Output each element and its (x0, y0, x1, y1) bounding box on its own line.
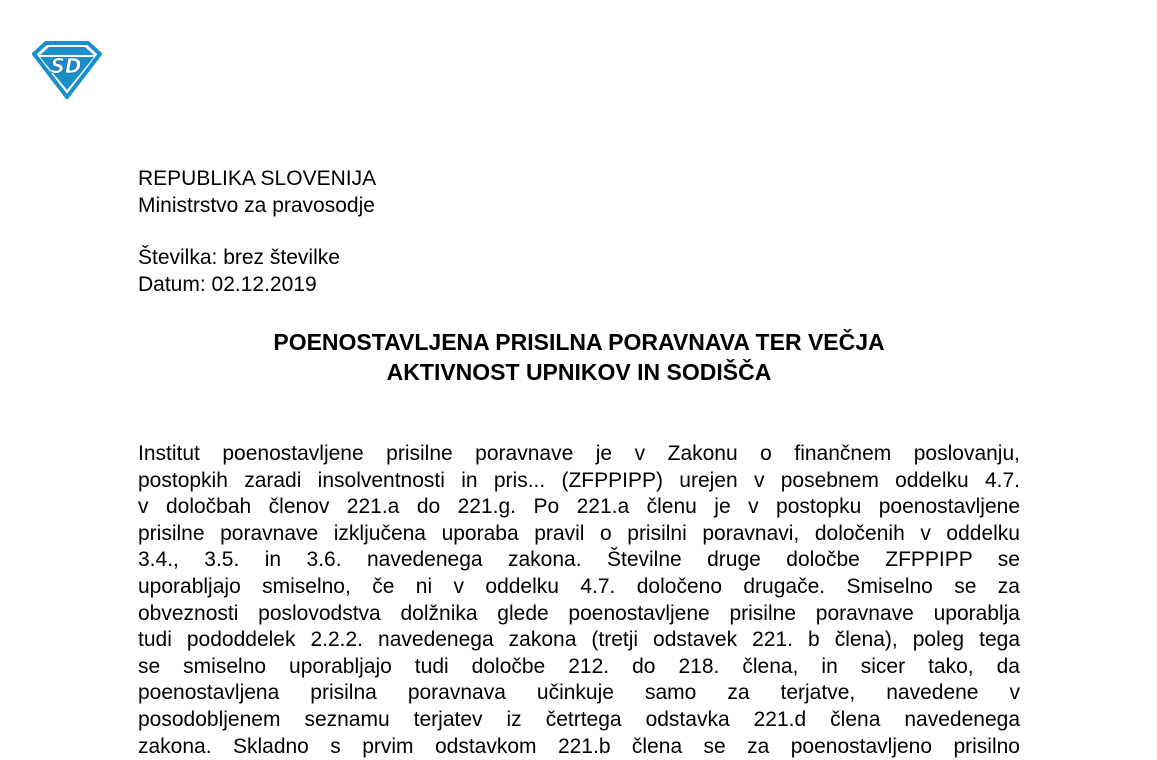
paragraph-line: se smiselno uporabljajo tudi določbe 212. do 218. člena, in sicer tako, da (138, 654, 1020, 678)
document-number: Številka: brez številke (138, 246, 340, 269)
title-line-2: AKTIVNOST UPNIKOV IN SODIŠČA (386, 359, 772, 385)
paragraph-line: 3.4., 3.5. in 3.6. navedenega zakona. Številne druge določbe ZFPPIPP se (138, 548, 1020, 572)
sd-logo (30, 40, 104, 100)
document-title (138, 327, 1020, 387)
body-paragraph (138, 441, 1020, 760)
document-date: Datum: 02.12.2019 (138, 273, 317, 296)
paragraph-line: Institut poenostavljene prisilne poravnave je v Zakonu o finančnem poslovanju, (138, 442, 1020, 465)
title-line-1: POENOSTAVLJENA PRISILNA PORAVNAVA TER VEČJA (273, 329, 885, 355)
ministry-name: Ministrstvo za pravosodje (138, 194, 375, 217)
country-name: REPUBLIKA SLOVENIJA (138, 167, 377, 190)
paragraph-line: obveznosti poslovodstva dolžnika glede poenostavljene prisilne poravnave uporablja (138, 601, 1020, 625)
diamond-logo-icon (30, 40, 104, 100)
document-meta (138, 244, 340, 298)
svg-text:SD: SD (50, 54, 82, 78)
paragraph-line: prisilne poravnave izključena uporaba pravil o prisilni poravnavi, določenih v oddelku (138, 521, 1020, 545)
paragraph-line: uporabljajo smiselno, če ni v oddelku 4.7. določeno drugače. Smiselno se za (138, 574, 1020, 598)
paragraph-line: zakona. Skladno s prvim odstavkom 221.b člena se za poenostavljeno prisilno (138, 734, 1020, 758)
paragraph-line: postopkih zaradi insolventnosti in pris... (ZFPPIPP) urejen v posebnem oddelku 4.7. (138, 468, 1020, 492)
paragraph-line: tudi pododdelek 2.2.2. navedenega zakona (tretji odstavek 221. b člena), poleg tega (138, 628, 1020, 652)
letterhead (138, 165, 376, 219)
paragraph-line: poenostavljena prisilna poravnava učinkuje samo za terjatve, navedene v (138, 681, 1020, 705)
paragraph-line: v določbah členov 221.a do 221.g. Po 221.a členu je v postopku poenostavljene (138, 495, 1020, 519)
paragraph-line: posodobljenem seznamu terjatev iz četrtega odstavka 221.d člena navedenega (138, 707, 1020, 731)
